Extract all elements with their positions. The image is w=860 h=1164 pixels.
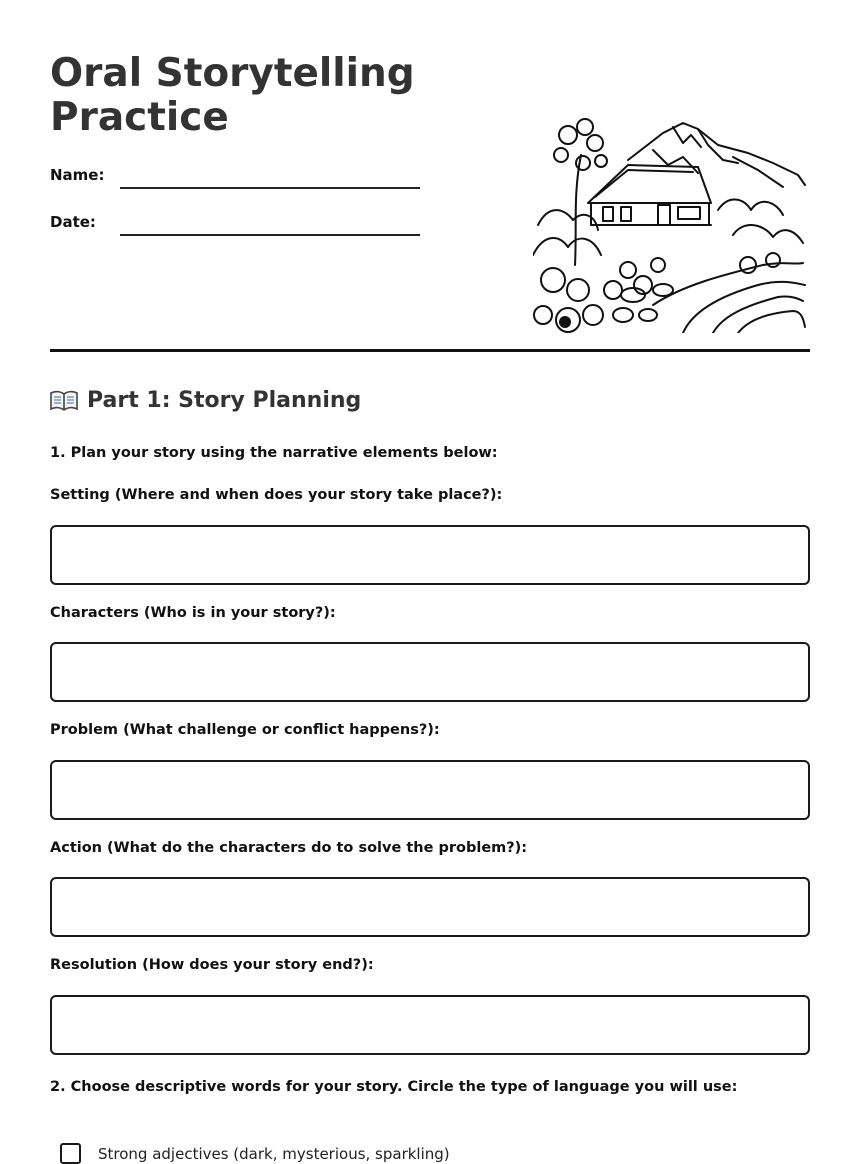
- setting-label: Setting (Where and when does your story take place?):: [50, 487, 503, 503]
- action-label: Action (What do the characters do to solve the problem?):: [50, 840, 528, 856]
- open-book-icon: [50, 390, 78, 412]
- section-heading-part1: [50, 388, 361, 413]
- characters-answer-box[interactable]: [50, 642, 810, 702]
- page-title: Oral Storytelling Practice: [50, 51, 415, 140]
- characters-label: Characters (Who is in your story?):: [50, 605, 336, 621]
- question-1: 1. Plan your story using the narrative elements below:: [50, 445, 498, 461]
- resolution-answer-box[interactable]: [50, 995, 810, 1055]
- name-field[interactable]: [50, 163, 420, 193]
- date-label: Date:: [50, 213, 96, 231]
- date-field[interactable]: [50, 210, 420, 240]
- resolution-label: Resolution (How does your story end?):: [50, 957, 374, 973]
- section-heading-text: Part 1: Story Planning: [87, 388, 362, 413]
- date-line[interactable]: [120, 234, 420, 236]
- name-label: Name:: [50, 166, 105, 184]
- header-divider: [50, 349, 810, 352]
- question-2: 2. Choose descriptive words for your story. Circle the type of language you will use:: [50, 1079, 738, 1095]
- village-landscape-illustration: [533, 115, 808, 333]
- setting-answer-box[interactable]: [50, 525, 810, 585]
- problem-label: Problem (What challenge or conflict happens?):: [50, 722, 440, 738]
- option-label: Strong adjectives (dark, mysterious, sparkling): [98, 1144, 450, 1163]
- problem-answer-box[interactable]: [50, 760, 810, 820]
- name-line[interactable]: [120, 187, 420, 189]
- action-answer-box[interactable]: [50, 877, 810, 937]
